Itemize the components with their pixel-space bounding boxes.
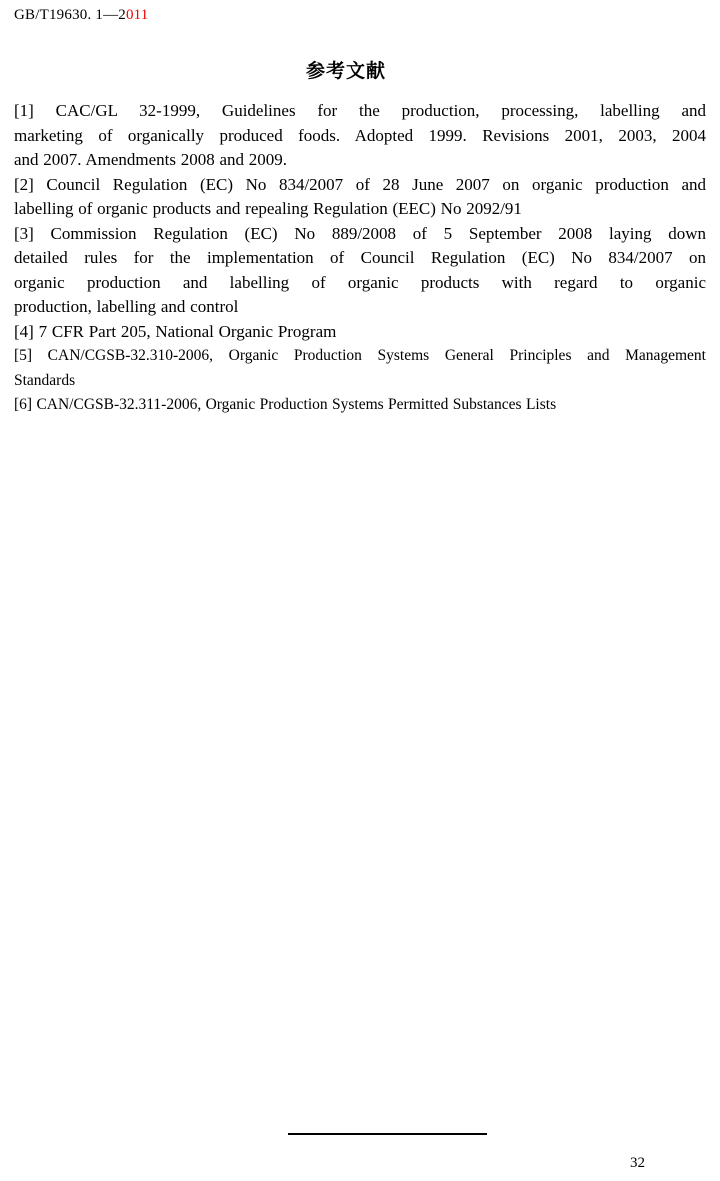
reference-item <box>14 344 706 393</box>
standard-number <box>14 7 149 24</box>
reference-line: [6] CAN/CGSB-32.311-2006, Organic Production Systems Permitted Substances Lists <box>14 396 557 413</box>
reference-item <box>14 320 706 345</box>
reference-line: and 2007. Amendments 2008 and 2009. <box>14 150 288 169</box>
reference-item <box>14 99 706 173</box>
references-list <box>14 99 706 418</box>
reference-item <box>14 173 706 222</box>
reference-line: marketing of organically produced foods. Adopted 1999. Revisions 2001, 2003, 2004 <box>14 125 706 145</box>
standard-number-black: GB/T19630. 1—2 <box>14 7 126 23</box>
reference-line: [4] 7 CFR Part 205, National Organic Program <box>14 321 337 341</box>
page-number: 32 <box>630 1155 645 1171</box>
reference-line: detailed rules for the implementation of Council Regulation (EC) No 834/2007 on <box>14 248 706 267</box>
reference-item <box>14 393 706 418</box>
footnote-rule <box>288 1133 487 1135</box>
reference-line: labelling of organic products and repealing Regulation (EEC) No 2092/91 <box>14 199 522 218</box>
reference-line: [3] Commission Regulation (EC) No 889/2008 of 5 September 2008 laying down <box>14 223 706 243</box>
reference-item <box>14 222 706 320</box>
reference-line: [2] Council Regulation (EC) No 834/2007 of 28 June 2007 on organic production and <box>14 174 706 194</box>
page-title: 参考文献 <box>305 61 386 82</box>
standard-number-red: 011 <box>125 7 149 23</box>
reference-line: [5] CAN/CGSB-32.310-2006, Organic Production Systems General Principles and Management <box>14 347 706 364</box>
reference-line: Standards <box>14 371 76 389</box>
reference-line: [1] CAC/GL 32-1999, Guidelines for the production, processing, labelling and <box>14 101 706 120</box>
reference-line: production, labelling and control <box>14 297 239 316</box>
reference-line: organic production and labelling of organic products with regard to organic <box>14 272 706 292</box>
